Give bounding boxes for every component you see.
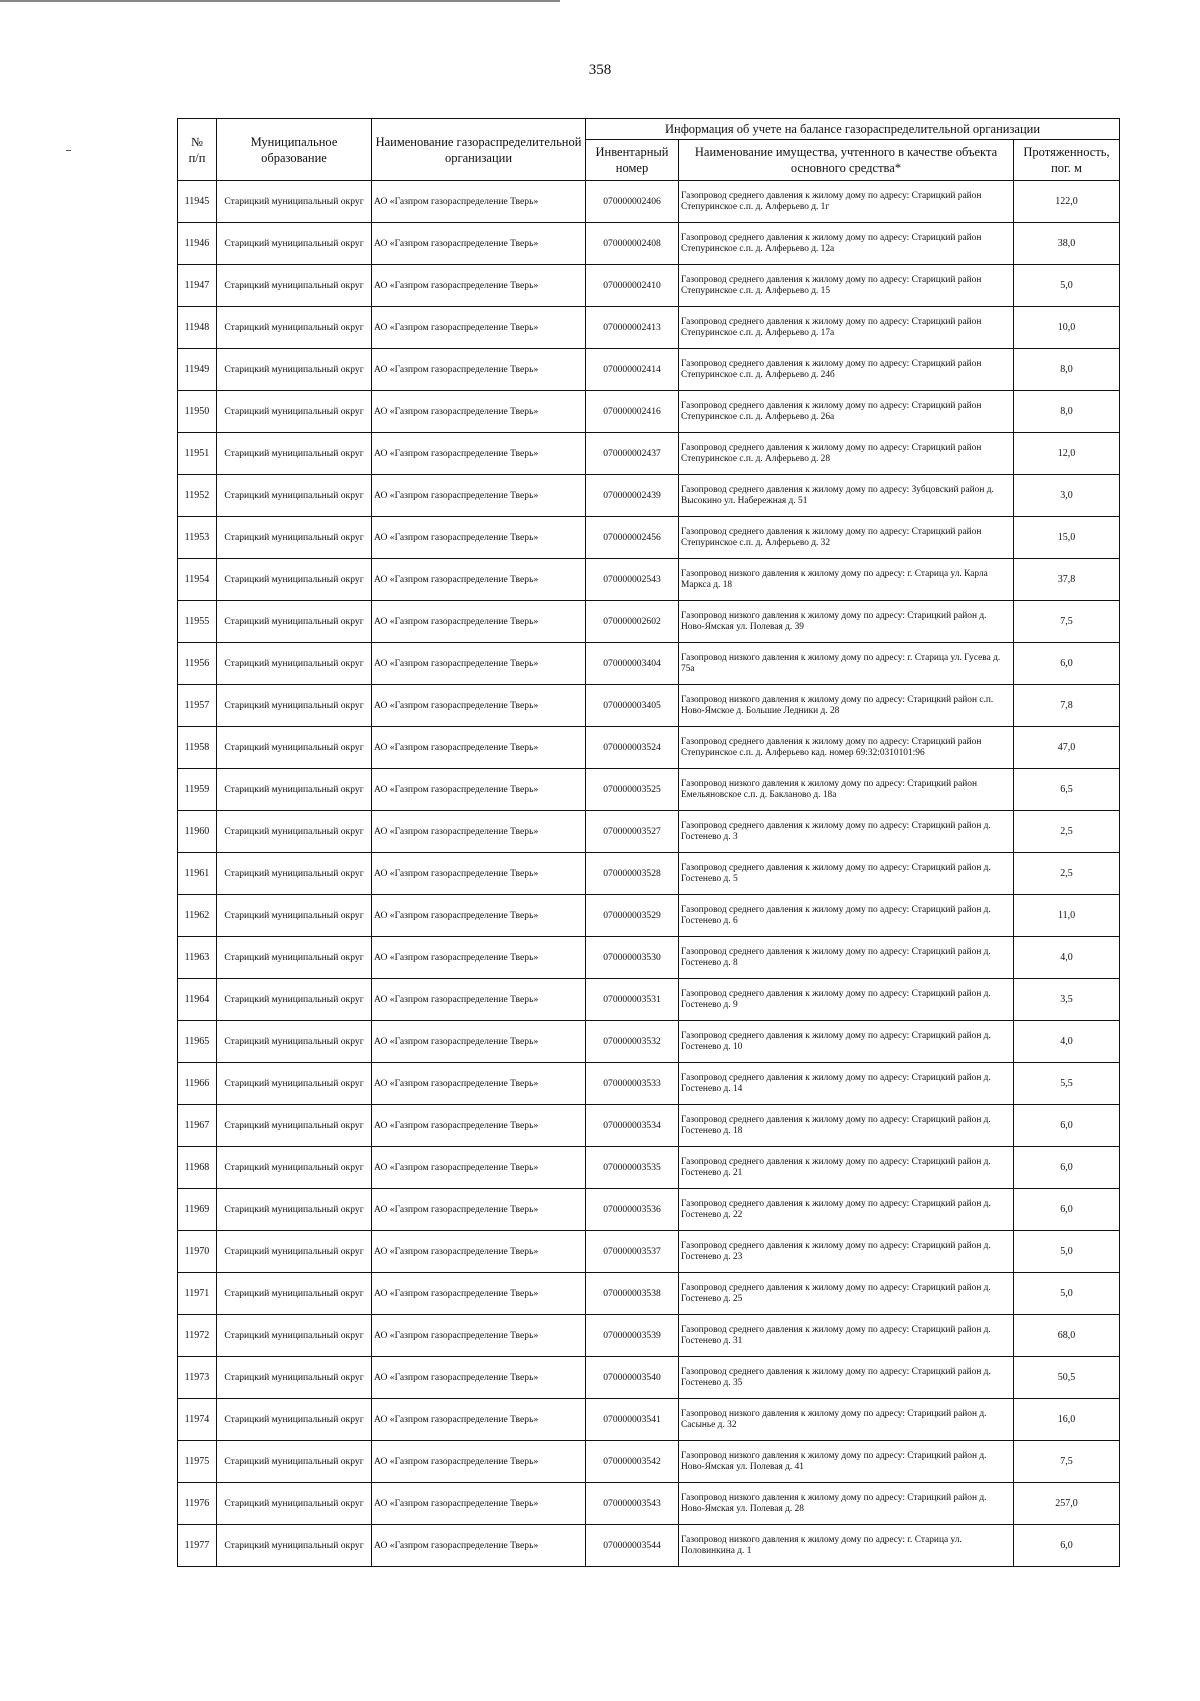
row-number: 11959	[178, 769, 217, 811]
organization-cell: АО «Газпром газораспределение Тверь»	[372, 601, 586, 643]
asset-name-cell: Газопровод среднего давления к жилому дому по адресу: Старицкий район д. Гостенево д. 8	[679, 937, 1014, 979]
inventory-number-cell: 070000002437	[586, 433, 679, 475]
organization-cell: АО «Газпром газораспределение Тверь»	[372, 979, 586, 1021]
length-cell: 38,0	[1014, 223, 1120, 265]
organization-cell: АО «Газпром газораспределение Тверь»	[372, 895, 586, 937]
row-number: 11965	[178, 1021, 217, 1063]
length-cell: 6,0	[1014, 1525, 1120, 1567]
asset-name-cell: Газопровод среднего давления к жилому дому по адресу: Старицкий район Степуринское с.п. д. Алферьево д. 28	[679, 433, 1014, 475]
table-row	[178, 1441, 1120, 1483]
organization-cell: АО «Газпром газораспределение Тверь»	[372, 433, 586, 475]
table-row	[178, 979, 1120, 1021]
organization-cell: АО «Газпром газораспределение Тверь»	[372, 349, 586, 391]
asset-name-cell: Газопровод среднего давления к жилому дому по адресу: Старицкий район Степуринское с.п. д. Алферьево д. 1г	[679, 181, 1014, 223]
organization-cell: АО «Газпром газораспределение Тверь»	[372, 685, 586, 727]
municipality-cell: Старицкий муниципальный округ	[217, 391, 372, 433]
inventory-number-cell: 070000002410	[586, 265, 679, 307]
municipality-cell: Старицкий муниципальный округ	[217, 685, 372, 727]
row-number: 11950	[178, 391, 217, 433]
inventory-number-cell: 070000002414	[586, 349, 679, 391]
table-row	[178, 559, 1120, 601]
municipality-cell: Старицкий муниципальный округ	[217, 223, 372, 265]
table-row	[178, 1483, 1120, 1525]
municipality-cell: Старицкий муниципальный округ	[217, 1063, 372, 1105]
row-number: 11977	[178, 1525, 217, 1567]
organization-cell: АО «Газпром газораспределение Тверь»	[372, 559, 586, 601]
table-row	[178, 433, 1120, 475]
table-row	[178, 727, 1120, 769]
asset-name-cell: Газопровод среднего давления к жилому дому по адресу: Старицкий район д. Гостенево д. 6	[679, 895, 1014, 937]
organization-cell: АО «Газпром газораспределение Тверь»	[372, 1357, 586, 1399]
inventory-number-cell: 070000003542	[586, 1441, 679, 1483]
table-row	[178, 769, 1120, 811]
table-row	[178, 1189, 1120, 1231]
inventory-number-cell: 070000003529	[586, 895, 679, 937]
row-number: 11958	[178, 727, 217, 769]
asset-name-cell: Газопровод низкого давления к жилому дому по адресу: г. Старица ул. Половинкина д. 1	[679, 1525, 1014, 1567]
length-cell: 47,0	[1014, 727, 1120, 769]
table-row	[178, 1147, 1120, 1189]
municipality-cell: Старицкий муниципальный округ	[217, 1399, 372, 1441]
length-cell: 6,0	[1014, 1147, 1120, 1189]
row-number: 11956	[178, 643, 217, 685]
length-cell: 2,5	[1014, 811, 1120, 853]
municipality-cell: Старицкий муниципальный округ	[217, 1231, 372, 1273]
organization-cell: АО «Газпром газораспределение Тверь»	[372, 1105, 586, 1147]
row-number: 11955	[178, 601, 217, 643]
municipality-cell: Старицкий муниципальный округ	[217, 895, 372, 937]
organization-cell: АО «Газпром газораспределение Тверь»	[372, 391, 586, 433]
asset-name-cell: Газопровод среднего давления к жилому дому по адресу: Зубцовский район д. Высокино ул. Набережная д. 51	[679, 475, 1014, 517]
table-row	[178, 1273, 1120, 1315]
municipality-cell: Старицкий муниципальный округ	[217, 1273, 372, 1315]
table-row	[178, 265, 1120, 307]
header-municipality: Муниципальное образование	[217, 119, 372, 181]
table-body	[178, 181, 1120, 1567]
header-asset-name: Наименование имущества, учтенного в качестве объекта основного средства*	[679, 140, 1014, 181]
asset-name-cell: Газопровод среднего давления к жилому дому по адресу: Старицкий район Степуринское с.п. д. Алферьево д. 15	[679, 265, 1014, 307]
table-row	[178, 601, 1120, 643]
inventory-number-cell: 070000002413	[586, 307, 679, 349]
table-row	[178, 1021, 1120, 1063]
inventory-number-cell: 070000003531	[586, 979, 679, 1021]
organization-cell: АО «Газпром газораспределение Тверь»	[372, 1441, 586, 1483]
row-number: 11951	[178, 433, 217, 475]
organization-cell: АО «Газпром газораспределение Тверь»	[372, 643, 586, 685]
asset-name-cell: Газопровод среднего давления к жилому дому по адресу: Старицкий район Степуринское с.п. д. Алферьево д. 12а	[679, 223, 1014, 265]
row-number: 11952	[178, 475, 217, 517]
municipality-cell: Старицкий муниципальный округ	[217, 307, 372, 349]
table-row	[178, 895, 1120, 937]
asset-name-cell: Газопровод среднего давления к жилому дому по адресу: Старицкий район Степуринское с.п. д. Алферьево д. 17а	[679, 307, 1014, 349]
asset-name-cell: Газопровод среднего давления к жилому дому по адресу: Старицкий район д. Гостенево д. 10	[679, 1021, 1014, 1063]
row-number: 11968	[178, 1147, 217, 1189]
asset-name-cell: Газопровод низкого давления к жилому дому по адресу: Старицкий район д. Ново-Ямская ул. Полевая д. 39	[679, 601, 1014, 643]
organization-cell: АО «Газпром газораспределение Тверь»	[372, 1063, 586, 1105]
row-number: 11957	[178, 685, 217, 727]
organization-cell: АО «Газпром газораспределение Тверь»	[372, 1525, 586, 1567]
length-cell: 4,0	[1014, 937, 1120, 979]
municipality-cell: Старицкий муниципальный округ	[217, 559, 372, 601]
table-row	[178, 1357, 1120, 1399]
length-cell: 7,8	[1014, 685, 1120, 727]
length-cell: 6,0	[1014, 1189, 1120, 1231]
inventory-number-cell: 070000003524	[586, 727, 679, 769]
row-number: 11975	[178, 1441, 217, 1483]
municipality-cell: Старицкий муниципальный округ	[217, 1441, 372, 1483]
inventory-number-cell: 070000003539	[586, 1315, 679, 1357]
asset-name-cell: Газопровод среднего давления к жилому дому по адресу: Старицкий район д. Гостенево д. 18	[679, 1105, 1014, 1147]
length-cell: 11,0	[1014, 895, 1120, 937]
row-number: 11973	[178, 1357, 217, 1399]
length-cell: 12,0	[1014, 433, 1120, 475]
organization-cell: АО «Газпром газораспределение Тверь»	[372, 937, 586, 979]
municipality-cell: Старицкий муниципальный округ	[217, 265, 372, 307]
organization-cell: АО «Газпром газораспределение Тверь»	[372, 517, 586, 559]
length-cell: 5,0	[1014, 265, 1120, 307]
asset-name-cell: Газопровод среднего давления к жилому дому по адресу: Старицкий район Степуринское с.п. д. Алферьево д. 32	[679, 517, 1014, 559]
asset-name-cell: Газопровод низкого давления к жилому дому по адресу: Старицкий район д. Ново-Ямская ул. Полевая д. 28	[679, 1483, 1014, 1525]
asset-name-cell: Газопровод среднего давления к жилому дому по адресу: Старицкий район д. Гостенево д. 22	[679, 1189, 1014, 1231]
inventory-number-cell: 070000003535	[586, 1147, 679, 1189]
table-row	[178, 391, 1120, 433]
length-cell: 8,0	[1014, 349, 1120, 391]
length-cell: 7,5	[1014, 601, 1120, 643]
inventory-number-cell: 070000003532	[586, 1021, 679, 1063]
row-number: 11969	[178, 1189, 217, 1231]
row-number: 11971	[178, 1273, 217, 1315]
asset-name-cell: Газопровод среднего давления к жилому дому по адресу: Старицкий район д. Гостенево д. 35	[679, 1357, 1014, 1399]
asset-name-cell: Газопровод среднего давления к жилому дому по адресу: Старицкий район д. Гостенево д. 14	[679, 1063, 1014, 1105]
table-row	[178, 811, 1120, 853]
inventory-number-cell: 070000003530	[586, 937, 679, 979]
table-row	[178, 1231, 1120, 1273]
table-row	[178, 307, 1120, 349]
asset-name-cell: Газопровод среднего давления к жилому дому по адресу: Старицкий район Степуринское с.п. д. Алферьево д. 24б	[679, 349, 1014, 391]
row-number: 11963	[178, 937, 217, 979]
municipality-cell: Старицкий муниципальный округ	[217, 1105, 372, 1147]
organization-cell: АО «Газпром газораспределение Тверь»	[372, 1231, 586, 1273]
row-number: 11961	[178, 853, 217, 895]
table-row	[178, 223, 1120, 265]
asset-name-cell: Газопровод низкого давления к жилому дому по адресу: Старицкий район Емельяновское с.п. д. Бакланово д. 18а	[679, 769, 1014, 811]
inventory-number-cell: 070000003537	[586, 1231, 679, 1273]
table-row	[178, 517, 1120, 559]
table-row	[178, 643, 1120, 685]
inventory-number-cell: 070000002543	[586, 559, 679, 601]
length-cell: 6,5	[1014, 769, 1120, 811]
length-cell: 16,0	[1014, 1399, 1120, 1441]
asset-name-cell: Газопровод среднего давления к жилому дому по адресу: Старицкий район Степуринское с.п. д. Алферьево кад. номер 69:32:0310101:96	[679, 727, 1014, 769]
organization-cell: АО «Газпром газораспределение Тверь»	[372, 181, 586, 223]
table-row	[178, 181, 1120, 223]
asset-name-cell: Газопровод среднего давления к жилому дому по адресу: Старицкий район д. Гостенево д. 31	[679, 1315, 1014, 1357]
inventory-number-cell: 070000003536	[586, 1189, 679, 1231]
inventory-number-cell: 070000003538	[586, 1273, 679, 1315]
length-cell: 5,5	[1014, 1063, 1120, 1105]
asset-name-cell: Газопровод низкого давления к жилому дому по адресу: г. Старица ул. Гусева д. 75а	[679, 643, 1014, 685]
asset-name-cell: Газопровод низкого давления к жилому дому по адресу: Старицкий район д. Сасынье д. 32	[679, 1399, 1014, 1441]
municipality-cell: Старицкий муниципальный округ	[217, 1525, 372, 1567]
table-row	[178, 1315, 1120, 1357]
table-row	[178, 937, 1120, 979]
length-cell: 5,0	[1014, 1231, 1120, 1273]
municipality-cell: Старицкий муниципальный округ	[217, 1315, 372, 1357]
municipality-cell: Старицкий муниципальный округ	[217, 475, 372, 517]
municipality-cell: Старицкий муниципальный округ	[217, 349, 372, 391]
row-number: 11960	[178, 811, 217, 853]
inventory-number-cell: 070000003528	[586, 853, 679, 895]
length-cell: 122,0	[1014, 181, 1120, 223]
municipality-cell: Старицкий муниципальный округ	[217, 769, 372, 811]
length-cell: 2,5	[1014, 853, 1120, 895]
asset-name-cell: Газопровод среднего давления к жилому дому по адресу: Старицкий район д. Гостенево д. 5	[679, 853, 1014, 895]
asset-name-cell: Газопровод низкого давления к жилому дому по адресу: Старицкий район с.п. Ново-Ямское д. Большие Ледники д. 28	[679, 685, 1014, 727]
inventory-number-cell: 070000003541	[586, 1399, 679, 1441]
header-length: Протяженность, пог. м	[1014, 140, 1120, 181]
row-number: 11976	[178, 1483, 217, 1525]
table-row	[178, 1525, 1120, 1567]
organization-cell: АО «Газпром газораспределение Тверь»	[372, 1147, 586, 1189]
municipality-cell: Старицкий муниципальный округ	[217, 433, 372, 475]
asset-name-cell: Газопровод низкого давления к жилому дому по адресу: г. Старица ул. Карла Маркса д. 18	[679, 559, 1014, 601]
row-number: 11947	[178, 265, 217, 307]
row-number: 11962	[178, 895, 217, 937]
row-number: 11967	[178, 1105, 217, 1147]
organization-cell: АО «Газпром газораспределение Тверь»	[372, 769, 586, 811]
row-number: 11949	[178, 349, 217, 391]
length-cell: 3,0	[1014, 475, 1120, 517]
header-organization: Наименование газораспределительной организации	[372, 119, 586, 181]
row-number: 11972	[178, 1315, 217, 1357]
municipality-cell: Старицкий муниципальный округ	[217, 517, 372, 559]
inventory-number-cell: 070000003404	[586, 643, 679, 685]
organization-cell: АО «Газпром газораспределение Тверь»	[372, 307, 586, 349]
organization-cell: АО «Газпром газораспределение Тверь»	[372, 811, 586, 853]
inventory-number-cell: 070000002439	[586, 475, 679, 517]
length-cell: 7,5	[1014, 1441, 1120, 1483]
row-number: 11946	[178, 223, 217, 265]
inventory-number-cell: 070000002602	[586, 601, 679, 643]
organization-cell: АО «Газпром газораспределение Тверь»	[372, 727, 586, 769]
row-number: 11974	[178, 1399, 217, 1441]
inventory-number-cell: 070000003534	[586, 1105, 679, 1147]
municipality-cell: Старицкий муниципальный округ	[217, 181, 372, 223]
length-cell: 37,8	[1014, 559, 1120, 601]
organization-cell: АО «Газпром газораспределение Тверь»	[372, 1399, 586, 1441]
length-cell: 50,5	[1014, 1357, 1120, 1399]
table-row	[178, 1399, 1120, 1441]
table-row	[178, 1063, 1120, 1105]
organization-cell: АО «Газпром газораспределение Тверь»	[372, 1315, 586, 1357]
municipality-cell: Старицкий муниципальный округ	[217, 1357, 372, 1399]
asset-name-cell: Газопровод среднего давления к жилому дому по адресу: Старицкий район д. Гостенево д. 9	[679, 979, 1014, 1021]
inventory-number-cell: 070000002406	[586, 181, 679, 223]
length-cell: 6,0	[1014, 1105, 1120, 1147]
length-cell: 5,0	[1014, 1273, 1120, 1315]
length-cell: 6,0	[1014, 643, 1120, 685]
organization-cell: АО «Газпром газораспределение Тверь»	[372, 223, 586, 265]
organization-cell: АО «Газпром газораспределение Тверь»	[372, 265, 586, 307]
municipality-cell: Старицкий муниципальный округ	[217, 643, 372, 685]
length-cell: 10,0	[1014, 307, 1120, 349]
municipality-cell: Старицкий муниципальный округ	[217, 1021, 372, 1063]
inventory-number-cell: 070000003527	[586, 811, 679, 853]
municipality-cell: Старицкий муниципальный округ	[217, 1189, 372, 1231]
length-cell: 15,0	[1014, 517, 1120, 559]
municipality-cell: Старицкий муниципальный округ	[217, 1147, 372, 1189]
inventory-number-cell: 070000003543	[586, 1483, 679, 1525]
inventory-number-cell: 070000002416	[586, 391, 679, 433]
inventory-number-cell: 070000003544	[586, 1525, 679, 1567]
page-number: 358	[588, 62, 612, 78]
row-number: 11953	[178, 517, 217, 559]
inventory-number-cell: 070000002408	[586, 223, 679, 265]
municipality-cell: Старицкий муниципальный округ	[217, 979, 372, 1021]
row-number: 11948	[178, 307, 217, 349]
municipality-cell: Старицкий муниципальный округ	[217, 601, 372, 643]
asset-name-cell: Газопровод среднего давления к жилому дому по адресу: Старицкий район Степуринское с.п. д. Алферьево д. 26а	[679, 391, 1014, 433]
organization-cell: АО «Газпром газораспределение Тверь»	[372, 1189, 586, 1231]
header-num: № п/п	[178, 119, 217, 181]
scan-top-edge	[0, 0, 560, 2]
registry-table	[177, 118, 1120, 1567]
header-inventory: Инвентарный номер	[586, 140, 679, 181]
header-balance-info: Информация об учете на балансе газораспределительной организации	[586, 119, 1120, 140]
length-cell: 8,0	[1014, 391, 1120, 433]
inventory-number-cell: 070000003533	[586, 1063, 679, 1105]
length-cell: 257,0	[1014, 1483, 1120, 1525]
inventory-number-cell: 070000002456	[586, 517, 679, 559]
municipality-cell: Старицкий муниципальный округ	[217, 727, 372, 769]
row-number: 11966	[178, 1063, 217, 1105]
row-number: 11954	[178, 559, 217, 601]
table-row	[178, 1105, 1120, 1147]
row-number: 11945	[178, 181, 217, 223]
municipality-cell: Старицкий муниципальный округ	[217, 853, 372, 895]
municipality-cell: Старицкий муниципальный округ	[217, 811, 372, 853]
asset-name-cell: Газопровод низкого давления к жилому дому по адресу: Старицкий район д. Ново-Ямская ул. Полевая д. 41	[679, 1441, 1014, 1483]
length-cell: 4,0	[1014, 1021, 1120, 1063]
table-row	[178, 685, 1120, 727]
table-row	[178, 853, 1120, 895]
length-cell: 3,5	[1014, 979, 1120, 1021]
inventory-number-cell: 070000003405	[586, 685, 679, 727]
organization-cell: АО «Газпром газораспределение Тверь»	[372, 1483, 586, 1525]
asset-name-cell: Газопровод среднего давления к жилому дому по адресу: Старицкий район д. Гостенево д. 3	[679, 811, 1014, 853]
organization-cell: АО «Газпром газораспределение Тверь»	[372, 475, 586, 517]
municipality-cell: Старицкий муниципальный округ	[217, 937, 372, 979]
inventory-number-cell: 070000003525	[586, 769, 679, 811]
organization-cell: АО «Газпром газораспределение Тверь»	[372, 1273, 586, 1315]
organization-cell: АО «Газпром газораспределение Тверь»	[372, 853, 586, 895]
table-row	[178, 475, 1120, 517]
inventory-number-cell: 070000003540	[586, 1357, 679, 1399]
row-number: 11970	[178, 1231, 217, 1273]
asset-name-cell: Газопровод среднего давления к жилому дому по адресу: Старицкий район д. Гостенево д. 21	[679, 1147, 1014, 1189]
organization-cell: АО «Газпром газораспределение Тверь»	[372, 1021, 586, 1063]
row-number: 11964	[178, 979, 217, 1021]
asset-name-cell: Газопровод среднего давления к жилому дому по адресу: Старицкий район д. Гостенево д. 23	[679, 1231, 1014, 1273]
asset-name-cell: Газопровод среднего давления к жилому дому по адресу: Старицкий район д. Гостенево д. 25	[679, 1273, 1014, 1315]
municipality-cell: Старицкий муниципальный округ	[217, 1483, 372, 1525]
scan-margin-mark	[66, 150, 71, 151]
length-cell: 68,0	[1014, 1315, 1120, 1357]
table-row	[178, 349, 1120, 391]
